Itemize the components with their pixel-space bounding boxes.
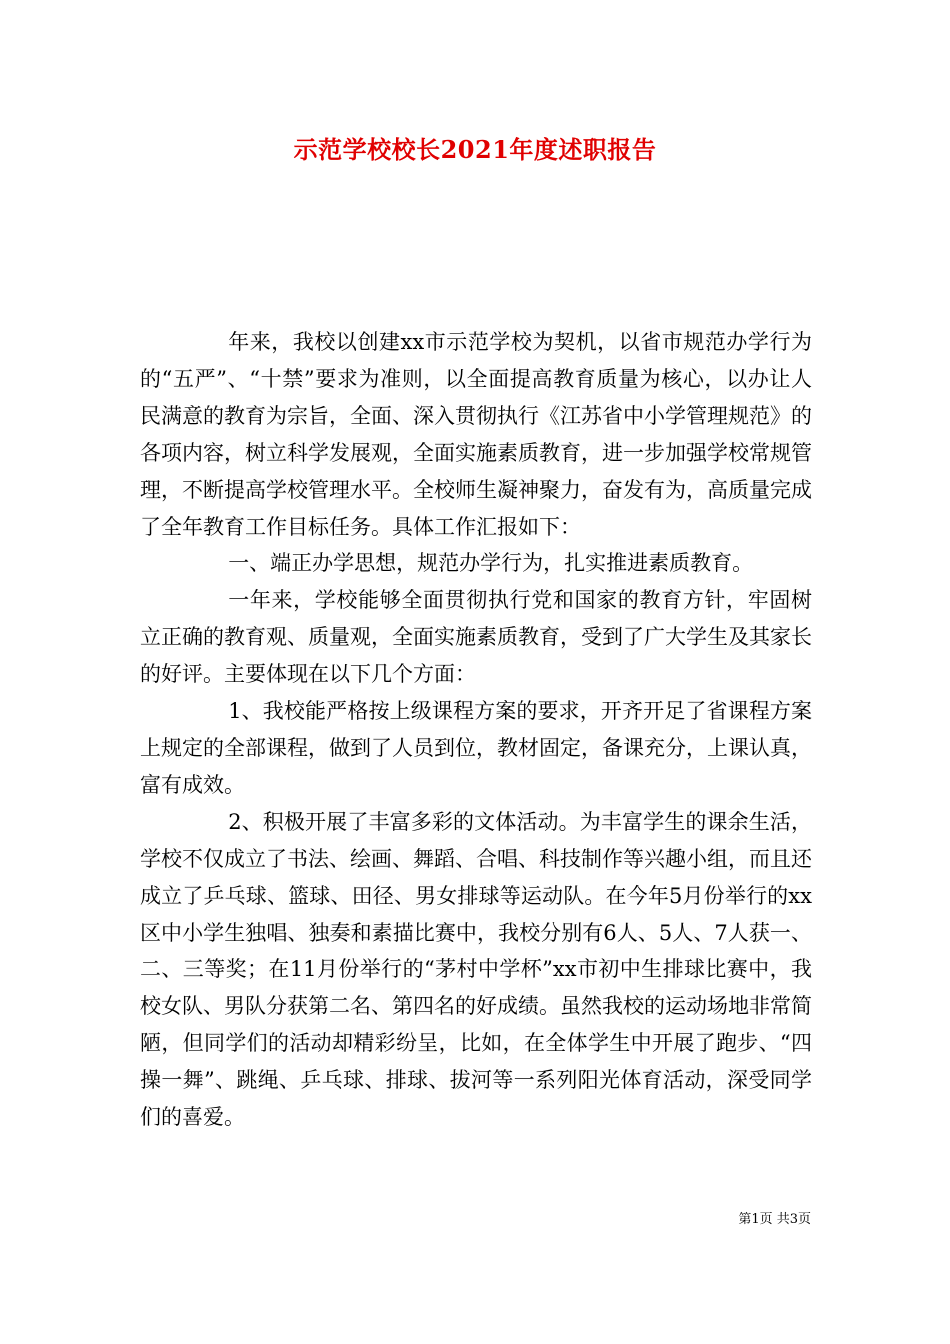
section-heading-1: 一、端正办学思想，规范办学行为，扎实推进素质教育。 bbox=[228, 551, 754, 576]
page-number-footer: 第1页 共3页 bbox=[738, 1212, 811, 1227]
paragraph-section-1: 一年来，学校能够全面贯彻执行党和国家的教育方针，牢固树立正确的教育观、质量观，全面实施素质教育，受到了广大学生及其家长的好评。主要体现在以下几个方面： bbox=[140, 588, 812, 687]
paragraph-item-1: 1、我校能严格按上级课程方案的要求，开齐开足了省课程方案上规定的全部课程，做到了人员到位，教材固定，备课充分，上课认真，富有成效。 bbox=[140, 699, 812, 797]
document-body bbox=[140, 324, 812, 1136]
document-title: 示范学校校长2021年度述职报告 bbox=[293, 135, 657, 164]
paragraph-intro: 年来，我校以创建xx市示范学校为契机，以省市规范办学行为的“五严”、“十禁”要求为准则，以全面提高教育质量为核心，以办让人民满意的教育为宗旨，全面、深入贯彻执行《江苏省中小学管理规范》的各项内容，树立科学发展观，全面实施素质教育，进一步加强学校常规管理，不断提高学校管理水平。全校师生凝神聚力，奋发有为，高质量完成了全年教育工作目标任务。具体工作汇报如下： bbox=[140, 330, 812, 539]
paragraph-item-2: 2、积极开展了丰富多彩的文体活动。为丰富学生的课余生活，学校不仅成立了书法、绘画、舞蹈、合唱、科技制作等兴趣小组，而且还成立了乒乓球、篮球、田径、男女排球等运动队。在今年5月份举行的xx区中小学生独唱、独奏和素描比赛中，我校分别有6人、5人、7人获一、二、三等奖；在11月份举行的“茅村中学杯”xx市初中生排球比赛中，我校女队、男队分获第二名、第四名的好成绩。虽然我校的运动场地非常简陋，但同学们的活动却精彩纷呈，比如，在全体学生中开展了跑步、“四操一舞”、跳绳、乒乓球、排球、拔河等一系列阳光体育活动，深受同学们的喜爱。 bbox=[140, 809, 812, 1130]
